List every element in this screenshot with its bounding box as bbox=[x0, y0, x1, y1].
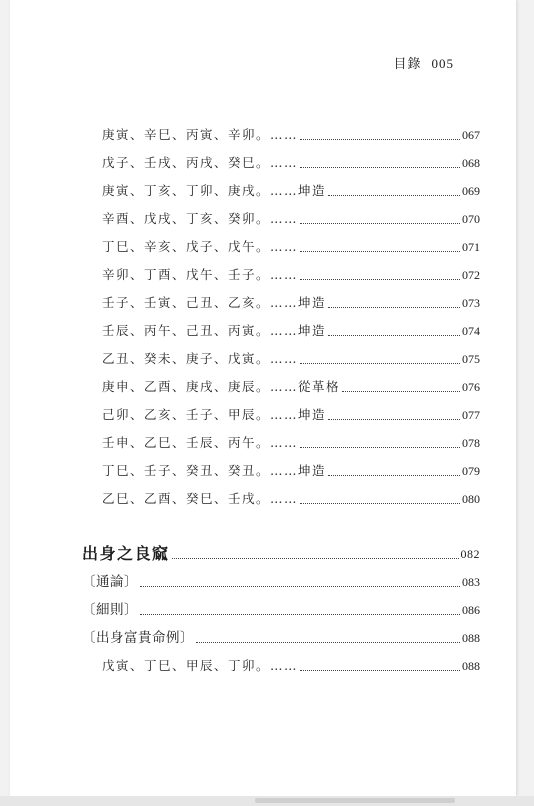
toc-entry[interactable] bbox=[102, 265, 480, 285]
toc-entry[interactable] bbox=[102, 349, 480, 369]
toc-entry-title: 辛卯、丁酉、戊午、壬子。…… bbox=[102, 267, 299, 282]
scroll-indicator[interactable] bbox=[255, 798, 455, 803]
toc-entry-title: 庚寅、辛巳、丙寅、辛卯。…… bbox=[102, 127, 299, 142]
dot-leader bbox=[328, 307, 460, 308]
dot-leader bbox=[328, 335, 460, 336]
toc-subsection[interactable] bbox=[82, 628, 480, 648]
toc-entry[interactable] bbox=[102, 405, 480, 425]
subsection-title: 〔出身富貴命例〕 bbox=[82, 630, 194, 646]
toc-entry-title: 丁巳、壬子、癸丑、癸丑。……坤造 bbox=[102, 463, 327, 478]
toc-entry[interactable] bbox=[102, 237, 480, 257]
toc-entry-title: 戊子、壬戌、丙戌、癸巳。…… bbox=[102, 155, 299, 170]
toc-entry[interactable] bbox=[102, 433, 480, 453]
toc-entry[interactable] bbox=[102, 321, 480, 341]
dot-leader bbox=[300, 223, 460, 224]
toc-entry-title: 辛酉、戊戌、丁亥、癸卯。…… bbox=[102, 211, 299, 226]
section-page: 082 bbox=[460, 547, 480, 561]
dot-leader bbox=[300, 363, 460, 364]
toc-entry-page: 080 bbox=[462, 492, 480, 506]
dot-leader bbox=[342, 391, 460, 392]
toc-entry[interactable] bbox=[102, 489, 480, 509]
subsection-title: 〔細則〕 bbox=[82, 602, 138, 618]
toc-entry-page: 073 bbox=[462, 296, 480, 310]
toc-entry[interactable] bbox=[102, 656, 480, 676]
toc-entry-title: 丁巳、辛亥、戊子、戊午。…… bbox=[102, 239, 299, 254]
toc-entry-title: 乙丑、癸未、庚子、戊寅。…… bbox=[102, 351, 299, 366]
toc-entry-title: 壬辰、丙午、己丑、丙寅。……坤造 bbox=[102, 323, 327, 338]
toc-entry-page: 070 bbox=[462, 212, 480, 226]
dot-leader bbox=[140, 614, 460, 615]
toc-entry-page: 077 bbox=[462, 408, 480, 422]
dot-leader bbox=[300, 447, 460, 448]
toc-entry[interactable] bbox=[102, 461, 480, 481]
dot-leader bbox=[328, 475, 460, 476]
toc-entry[interactable] bbox=[102, 125, 480, 145]
toc-entry-page: 068 bbox=[462, 156, 480, 170]
toc-entry-title: 乙巳、乙酉、癸巳、壬戌。…… bbox=[102, 491, 299, 506]
dot-leader bbox=[300, 167, 460, 168]
toc-entry-title: 己卯、乙亥、壬子、甲辰。……坤造 bbox=[102, 407, 327, 422]
toc-entry-title: 戊寅、丁巳、甲辰、丁卯。…… bbox=[102, 658, 299, 673]
toc-entry-page: 069 bbox=[462, 184, 480, 198]
toc-section-heading[interactable] bbox=[82, 544, 480, 564]
dot-leader bbox=[300, 251, 460, 252]
toc-entry[interactable] bbox=[102, 377, 480, 397]
toc-entry[interactable] bbox=[102, 209, 480, 229]
dot-leader bbox=[140, 586, 460, 587]
subsection-page: 083 bbox=[462, 575, 480, 589]
toc-entry-title: 壬子、壬寅、己丑、乙亥。……坤造 bbox=[102, 295, 327, 310]
dot-leader bbox=[300, 503, 460, 504]
dot-leader bbox=[172, 558, 459, 559]
toc-entry-page: 072 bbox=[462, 268, 480, 282]
viewer-bottom-strip bbox=[0, 796, 534, 806]
toc-entry-page: 067 bbox=[462, 128, 480, 142]
dot-leader bbox=[196, 642, 460, 643]
toc-entry-page: 088 bbox=[462, 659, 480, 673]
toc-entry[interactable] bbox=[102, 293, 480, 313]
toc-entry[interactable] bbox=[102, 181, 480, 201]
toc-entry[interactable] bbox=[102, 153, 480, 173]
header-page-number: 005 bbox=[431, 56, 454, 71]
toc-entry-page: 075 bbox=[462, 352, 480, 366]
subsection-page: 088 bbox=[462, 631, 480, 645]
toc-entry-title: 庚申、乙酉、庚戌、庚辰。……從革格 bbox=[102, 379, 341, 394]
subsection-title: 〔通論〕 bbox=[82, 574, 138, 590]
toc-entry-page: 078 bbox=[462, 436, 480, 450]
toc-entry-title: 壬申、乙巳、壬辰、丙午。…… bbox=[102, 435, 299, 450]
page-header bbox=[393, 53, 454, 72]
dot-leader bbox=[300, 139, 460, 140]
dot-leader bbox=[300, 279, 460, 280]
dot-leader bbox=[328, 419, 460, 420]
dot-leader bbox=[300, 670, 460, 671]
book-page bbox=[10, 0, 516, 796]
toc-entry-page: 074 bbox=[462, 324, 480, 338]
toc-entry-page: 079 bbox=[462, 464, 480, 478]
toc-subsection[interactable] bbox=[82, 600, 480, 620]
dot-leader bbox=[328, 195, 460, 196]
toc-entry-title: 庚寅、丁亥、丁卯、庚戌。……坤造 bbox=[102, 183, 327, 198]
toc-entry-page: 071 bbox=[462, 240, 480, 254]
section-title: 出身之良窳 bbox=[82, 544, 170, 563]
toc-subsection[interactable] bbox=[82, 572, 480, 592]
subsection-page: 086 bbox=[462, 603, 480, 617]
header-title: 目錄 bbox=[393, 57, 422, 72]
toc-entry-page: 076 bbox=[462, 380, 480, 394]
